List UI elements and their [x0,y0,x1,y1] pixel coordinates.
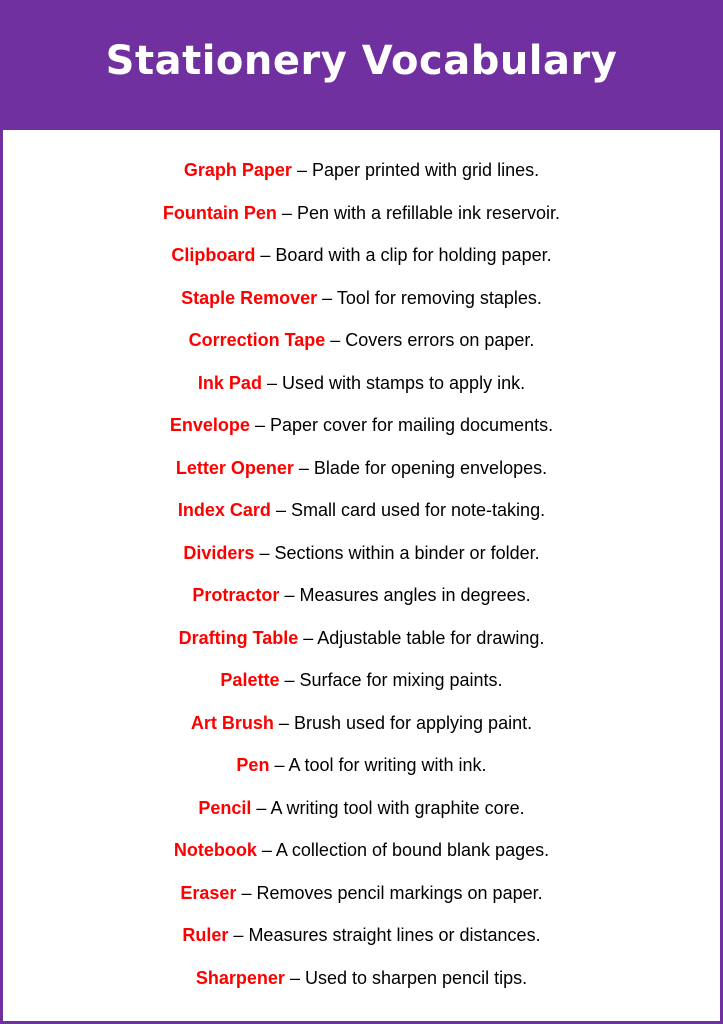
vocabulary-definition: Adjustable table for drawing. [317,627,545,648]
vocabulary-term: Fountain Pen [162,202,277,223]
vocabulary-term: Ruler [182,925,229,945]
vocabulary-term: Palette [220,670,280,690]
vocabulary-definition: Measures straight lines or distances. [248,925,541,945]
vocabulary-term: Drafting Table [178,627,299,648]
vocabulary-item [3,914,720,957]
vocabulary-term: Eraser [180,882,237,903]
vocabulary-definition: Brush used for applying paint. [293,712,533,733]
vocabulary-definition: Covers errors on paper. [345,330,535,350]
vocabulary-term: Clipboard [171,245,256,265]
vocabulary-term: Envelope [169,415,250,435]
vocabulary-definition: Removes pencil markings on paper. [256,882,543,903]
vocabulary-term: Protractor [192,585,280,605]
vocabulary-item [3,659,720,702]
vocabulary-term: Dividers [183,542,255,563]
vocabulary-term: Pencil [198,797,252,818]
separator-dash: – [298,627,318,648]
separator-dash: – [255,245,276,265]
vocabulary-definition: Surface for mixing paints. [299,670,503,690]
vocabulary-item [3,362,720,405]
vocabulary-item [3,404,720,447]
vocabulary-item [3,234,720,277]
vocabulary-item [3,192,720,235]
vocabulary-term: Notebook [173,840,257,860]
separator-dash: – [249,415,270,435]
vocabulary-item [3,957,720,1000]
vocabulary-term: Graph Paper [183,160,292,180]
vocabulary-item [3,532,720,575]
vocabulary-definition: A tool for writing with ink. [288,755,487,775]
vocabulary-definition: Measures angles in degrees. [299,585,531,605]
vocabulary-term: Ink Pad [197,372,262,393]
separator-dash: – [279,670,300,690]
separator-dash: – [279,585,300,605]
vocabulary-definition: A collection of bound blank pages. [275,840,550,860]
vocabulary-term: Letter Opener [175,457,294,478]
vocabulary-term: Pen [236,755,270,775]
vocabulary-definition: Small card used for note-taking. [290,500,546,520]
vocabulary-list [3,149,720,999]
vocabulary-term: Sharpener [195,967,285,988]
vocabulary-definition: Used to sharpen pencil tips. [304,967,528,988]
vocabulary-item [3,829,720,872]
separator-dash: – [317,287,337,308]
vocabulary-definition: Sections within a binder or folder. [274,542,540,563]
vocabulary-item [3,787,720,830]
separator-dash: – [256,840,276,860]
separator-dash: – [254,542,275,563]
vocabulary-definition: Paper printed with grid lines. [311,160,540,180]
vocabulary-item [3,319,720,362]
vocabulary-item [3,574,720,617]
separator-dash: – [261,372,282,393]
separator-dash: – [276,202,297,223]
vocabulary-term: Index Card [177,500,271,520]
vocabulary-item [3,277,720,320]
vocabulary-definition: A writing tool with graphite core. [270,797,525,818]
separator-dash: – [291,160,312,180]
vocabulary-definition: Pen with a refillable ink reservoir. [296,202,561,223]
separator-dash: – [284,967,305,988]
vocabulary-item [3,702,720,745]
vocabulary-definition: Used with stamps to apply ink. [281,372,526,393]
vocabulary-definition: Paper cover for mailing documents. [269,415,554,435]
vocabulary-definition: Blade for opening envelopes. [313,457,548,478]
separator-dash: – [251,797,271,818]
title-banner [3,3,720,130]
separator-dash: – [293,457,314,478]
separator-dash: – [273,712,294,733]
vocabulary-definition: Board with a clip for holding paper. [275,245,552,265]
vocabulary-item [3,872,720,915]
vocabulary-term: Correction Tape [188,330,326,350]
vocabulary-item [3,617,720,660]
page-title: Stationery Vocabulary [105,37,618,84]
separator-dash: – [325,330,346,350]
separator-dash: – [270,500,291,520]
vocabulary-item [3,447,720,490]
separator-dash: – [228,925,249,945]
vocabulary-term: Art Brush [190,712,274,733]
vocabulary-item [3,489,720,532]
vocabulary-item [3,149,720,192]
separator-dash: – [269,755,289,775]
separator-dash: – [236,882,257,903]
vocabulary-definition: Tool for removing staples. [336,287,542,308]
vocabulary-item [3,744,720,787]
vocabulary-term: Staple Remover [181,287,318,308]
